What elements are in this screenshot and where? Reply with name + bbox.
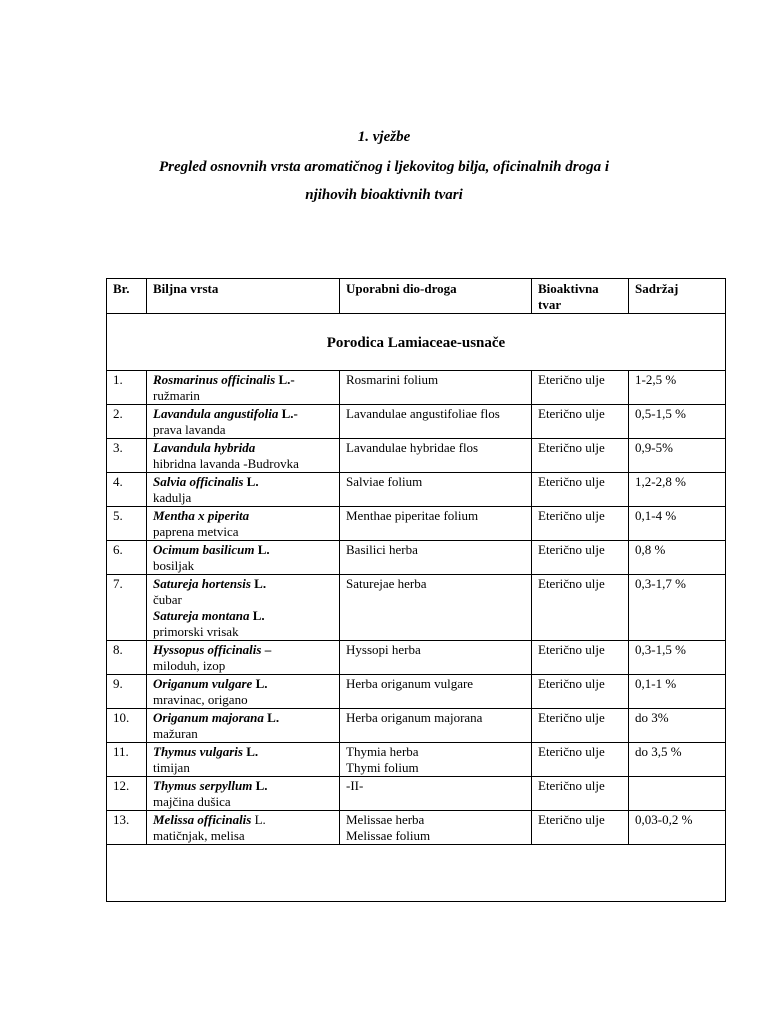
latin-name: Mentha x piperita: [153, 508, 250, 523]
author-abbrev: L.: [243, 474, 259, 489]
latin-name: Lavandula angustifolia: [153, 406, 279, 421]
latin-name: Ocimum basilicum: [153, 542, 255, 557]
common-name: bosiljak: [153, 558, 195, 573]
empty-row: [107, 845, 726, 902]
common-name: mravinac, origano: [153, 692, 248, 707]
drug-name: Thymia herba: [346, 744, 419, 759]
row-number: 11.: [107, 743, 147, 777]
document-title-line2: njihovih bioaktivnih tvari: [305, 187, 463, 203]
common-name: kadulja: [153, 490, 192, 505]
drug-cell: [340, 575, 532, 641]
empty-cell: [107, 845, 726, 902]
latin-name: Origanum majorana: [153, 710, 264, 725]
content-value: 0,8 %: [629, 541, 726, 575]
drug-cell: [340, 743, 532, 777]
common-name: timijan: [153, 760, 190, 775]
family-name: Porodica Lamiaceae-usnače: [107, 314, 726, 371]
plant-species-cell: [147, 507, 340, 541]
drug-cell: [340, 811, 532, 845]
header-number: Br.: [107, 279, 147, 314]
author-abbrev: L.: [252, 778, 268, 793]
document-title-line1: Pregled osnovnih vrsta aromatičnog i ljekovitog bilja, oficinalnih droga i: [158, 159, 610, 175]
table-row: [107, 709, 726, 743]
plant-species-cell: [147, 777, 340, 811]
row-number: 4.: [107, 473, 147, 507]
author-abbrev: –: [261, 642, 272, 657]
common-name: ružmarin: [153, 388, 200, 403]
exercise-title: 1. vježbe: [357, 129, 411, 145]
drug-name: Herba origanum majorana: [346, 710, 483, 725]
drug-cell: [340, 541, 532, 575]
plant-species-cell: [147, 675, 340, 709]
drug-name: Lavandulae angustifoliae flos: [346, 406, 500, 421]
content-value: do 3%: [629, 709, 726, 743]
bioactive-substance: Eterično ulje: [532, 507, 629, 541]
author-abbrev-2: L.: [249, 608, 265, 623]
row-number: 5.: [107, 507, 147, 541]
table-row: [107, 405, 726, 439]
latin-name: Salvia officinalis: [153, 474, 244, 489]
bioactive-substance: Eterično ulje: [532, 541, 629, 575]
author-abbrev: L.: [250, 576, 267, 591]
common-name: prava lavanda: [153, 422, 226, 437]
drug-cell: [340, 507, 532, 541]
row-number: 3.: [107, 439, 147, 473]
table-row: [107, 541, 726, 575]
latin-name: Thymus vulgaris: [153, 744, 243, 759]
latin-name: Satureja hortensis: [153, 576, 251, 591]
table-row: [107, 743, 726, 777]
drug-name: Menthae piperitae folium: [346, 508, 479, 523]
header-content: Sadržaj: [629, 279, 726, 314]
plant-species-cell: [147, 709, 340, 743]
common-name: matičnjak, melisa: [153, 828, 245, 843]
row-number: 9.: [107, 675, 147, 709]
row-number: 13.: [107, 811, 147, 845]
common-name: paprena metvica: [153, 524, 239, 539]
author-abbrev: L.-: [278, 406, 298, 421]
header-drug-part: Uporabni dio-droga: [340, 279, 532, 314]
content-value: 1,2-2,8 %: [629, 473, 726, 507]
author-abbrev: L.: [251, 812, 266, 827]
table-row: [107, 641, 726, 675]
drug-name: Hyssopi herba: [346, 642, 421, 657]
table-row: [107, 371, 726, 405]
drug-cell: [340, 371, 532, 405]
bioactive-substance: Eterično ulje: [532, 641, 629, 675]
bioactive-substance: Eterično ulje: [532, 675, 629, 709]
row-number: 1.: [107, 371, 147, 405]
common-name: mažuran: [153, 726, 198, 741]
plant-species-cell: [147, 405, 340, 439]
bioactive-substance: Eterično ulje: [532, 811, 629, 845]
row-number: 2.: [107, 405, 147, 439]
table-row: [107, 507, 726, 541]
drug-name: Saturejae herba: [346, 576, 427, 591]
bioactive-substance: Eterično ulje: [532, 473, 629, 507]
row-number: 10.: [107, 709, 147, 743]
plant-species-cell: [147, 439, 340, 473]
bioactive-substance: Eterično ulje: [532, 439, 629, 473]
content-value: 0,3-1,5 %: [629, 641, 726, 675]
drug-name: Melissae herba: [346, 812, 425, 827]
table-header-row: [107, 279, 726, 314]
table-row: [107, 777, 726, 811]
drug-name: Salviae folium: [346, 474, 423, 489]
drug-cell: [340, 641, 532, 675]
plant-species-cell: [147, 473, 340, 507]
plant-table: [106, 278, 726, 902]
drug-name-2: Melissae folium: [346, 828, 431, 843]
drug-name: Herba origanum vulgare: [346, 676, 474, 691]
plant-species-cell: [147, 641, 340, 675]
content-value: [629, 777, 726, 811]
family-row: [107, 314, 726, 371]
content-value: do 3,5 %: [629, 743, 726, 777]
drug-cell: [340, 405, 532, 439]
latin-name-2: Satureja montana: [153, 608, 250, 623]
author-abbrev: L.-: [275, 372, 295, 387]
content-value: 0,03-0,2 %: [629, 811, 726, 845]
common-name: miloduh, izop: [153, 658, 226, 673]
content-value: 0,1-1 %: [629, 675, 726, 709]
author-abbrev: L.: [263, 710, 280, 725]
row-number: 6.: [107, 541, 147, 575]
latin-name: Rosmarinus officinalis: [153, 372, 276, 387]
drug-cell: [340, 675, 532, 709]
drug-name: -II-: [346, 778, 364, 793]
content-value: 0,3-1,7 %: [629, 575, 726, 641]
header-bioactive-substance: Bioaktivna tvar: [532, 279, 629, 314]
drug-name: Lavandulae hybridae flos: [346, 440, 479, 455]
content-value: 0,9-5%: [629, 439, 726, 473]
plant-species-cell: [147, 371, 340, 405]
plant-species-cell: [147, 743, 340, 777]
table-row: [107, 439, 726, 473]
latin-name: Hyssopus officinalis: [153, 642, 262, 657]
table-row: [107, 675, 726, 709]
common-name: majčina dušica: [153, 794, 231, 809]
drug-name-2: Thymi folium: [346, 760, 419, 775]
row-number: 7.: [107, 575, 147, 641]
latin-name: Origanum vulgare: [153, 676, 253, 691]
header-plant-species: Biljna vrsta: [147, 279, 340, 314]
drug-cell: [340, 777, 532, 811]
row-number: 8.: [107, 641, 147, 675]
content-value: 1-2,5 %: [629, 371, 726, 405]
drug-name: Rosmarini folium: [346, 372, 439, 387]
table-row: [107, 811, 726, 845]
plant-species-cell: [147, 575, 340, 641]
bioactive-substance: Eterično ulje: [532, 743, 629, 777]
table-row: [107, 473, 726, 507]
row-number: 12.: [107, 777, 147, 811]
common-name-2: primorski vrisak: [153, 624, 239, 639]
drug-cell: [340, 709, 532, 743]
drug-cell: [340, 439, 532, 473]
bioactive-substance: Eterično ulje: [532, 777, 629, 811]
common-name: hibridna lavanda -Budrovka: [153, 456, 299, 471]
latin-name: Melissa officinalis: [153, 812, 252, 827]
content-value: 0,1-4 %: [629, 507, 726, 541]
author-abbrev: L.: [242, 744, 259, 759]
bioactive-substance: Eterično ulje: [532, 709, 629, 743]
author-abbrev: L.: [254, 542, 270, 557]
bioactive-substance: Eterično ulje: [532, 575, 629, 641]
author-abbrev: L.: [252, 676, 268, 691]
content-value: 0,5-1,5 %: [629, 405, 726, 439]
common-name: čubar: [153, 592, 182, 607]
drug-name: Basilici herba: [346, 542, 418, 557]
bioactive-substance: Eterično ulje: [532, 371, 629, 405]
table-row: [107, 575, 726, 641]
latin-name: Thymus serpyllum: [153, 778, 253, 793]
plant-species-cell: [147, 811, 340, 845]
drug-cell: [340, 473, 532, 507]
bioactive-substance: Eterično ulje: [532, 405, 629, 439]
latin-name: Lavandula hybrida: [153, 440, 256, 455]
plant-species-cell: [147, 541, 340, 575]
